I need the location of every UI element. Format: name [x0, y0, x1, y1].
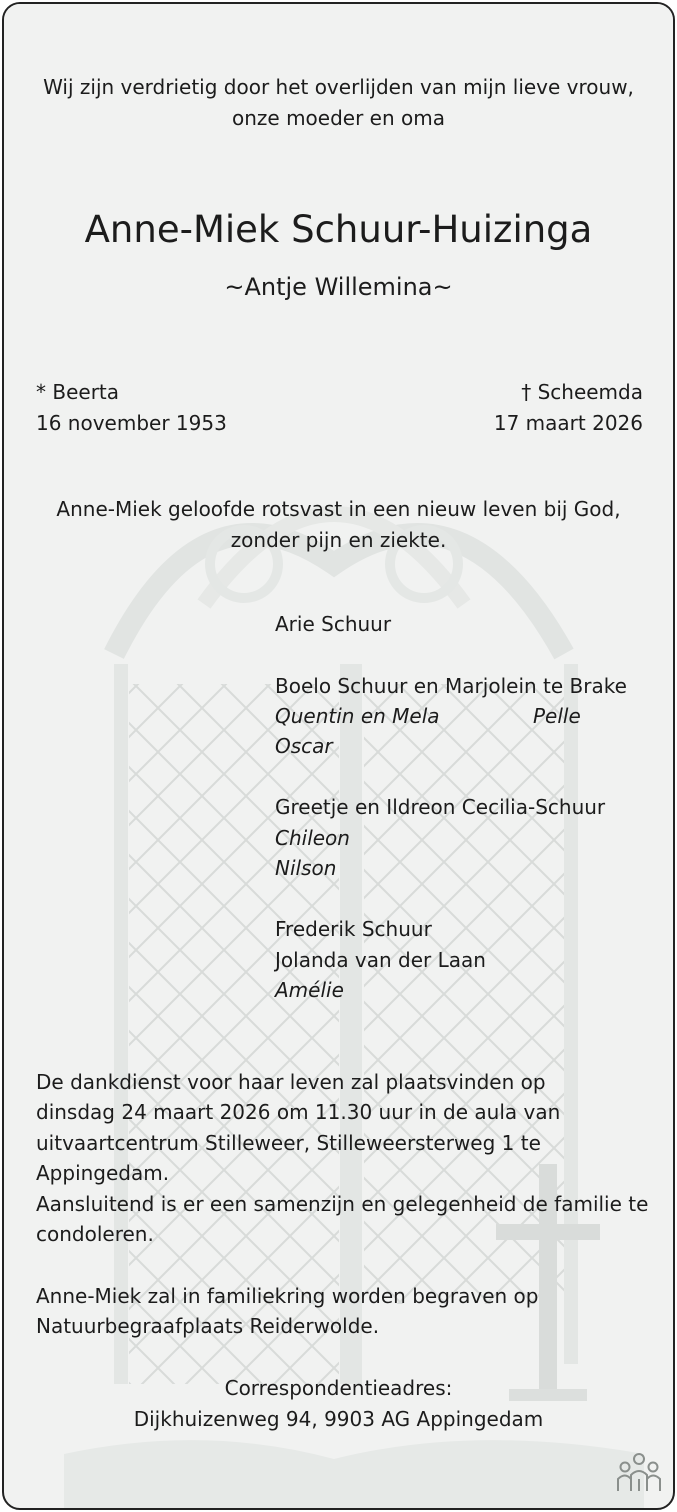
family-group-3-parent: Jolanda van der Laan	[275, 948, 486, 972]
obituary-card	[2, 2, 675, 1510]
death-date: 17 maart 2026	[493, 411, 643, 435]
service-line: Aansluitend is er een samenzijn en gelegenheid de familie te	[36, 1192, 649, 1216]
family-group-1-grandchild: Pelle	[533, 704, 581, 728]
faith-line-1: Anne-Miek geloofde rotsvast in een nieuw leven bij God,	[56, 497, 621, 521]
family-group-2-grandchild: Nilson	[275, 856, 337, 880]
family-group-2-parents: Greetje en Ildreon Cecilia-Schuur	[275, 795, 606, 819]
family-group-1-parents: Boelo Schuur en Marjolein te Brake	[275, 674, 627, 698]
family-group-1-grandchildren: Quentin en Mela	[275, 704, 440, 728]
faith-line-2: zonder pijn en ziekte.	[230, 528, 447, 552]
service-line: Appingedam.	[36, 1161, 170, 1185]
family-group-3-grandchild: Amélie	[275, 978, 344, 1002]
people-icon	[616, 1451, 662, 1495]
family-group-2-grandchild: Chileon	[275, 826, 350, 850]
correspondence-address: Dijkhuizenweg 94, 9903 AG Appingedam	[133, 1407, 544, 1431]
correspondence-label: Correspondentieadres:	[224, 1376, 453, 1400]
intro-line-2: onze moeder en oma	[232, 106, 445, 130]
birth-place: * Beerta	[36, 380, 120, 404]
deceased-alias: ~Antje Willemina~	[224, 273, 453, 301]
birth-date: 16 november 1953	[36, 411, 227, 435]
burial-line: Anne-Miek zal in familiekring worden begraven op	[36, 1284, 539, 1308]
burial-line: Natuurbegraafplaats Reiderwolde.	[36, 1314, 380, 1338]
family-spouse: Arie Schuur	[275, 612, 392, 636]
death-place: † Scheemda	[521, 380, 643, 404]
intro-line-1: Wij zijn verdrietig door het overlijden van mijn lieve vrouw,	[43, 75, 634, 99]
service-line: De dankdienst voor haar leven zal plaatsvinden op	[36, 1070, 546, 1094]
service-line: uitvaartcentrum Stilleweer, Stilleweersterweg 1 te	[36, 1131, 541, 1155]
service-line: condoleren.	[36, 1222, 154, 1246]
family-group-3-parent: Frederik Schuur	[275, 917, 432, 941]
family-group-1-grandchild: Oscar	[275, 734, 333, 758]
deceased-name: Anne-Miek Schuur-Huizinga	[84, 208, 593, 251]
service-line: dinsdag 24 maart 2026 om 11.30 uur in de aula van	[36, 1100, 561, 1124]
